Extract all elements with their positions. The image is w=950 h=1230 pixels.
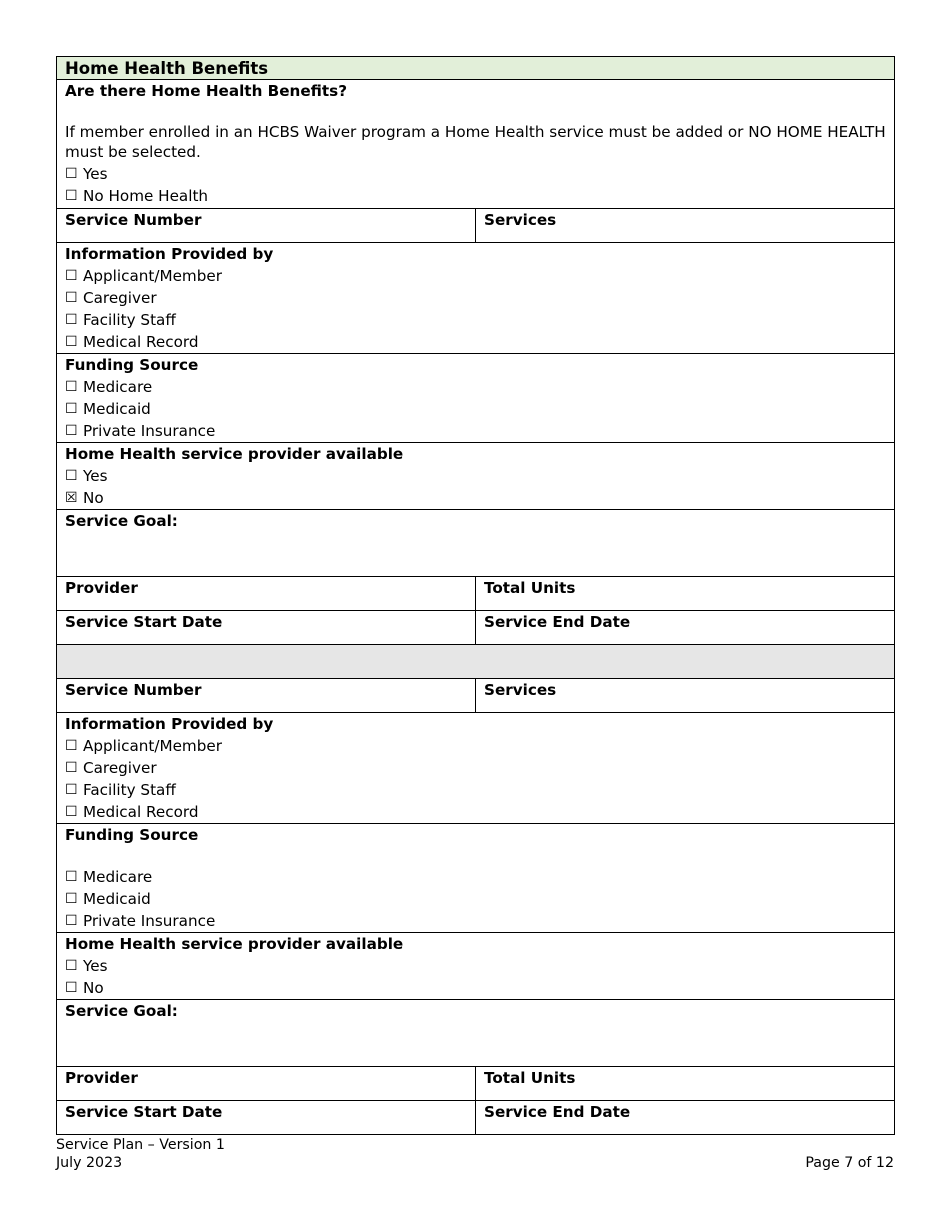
home-health-question <box>57 80 895 209</box>
question-label: Are there Home Health Benefits? <box>65 82 348 100</box>
service-number-field[interactable]: Service Number <box>57 209 476 243</box>
service-start-date-field[interactable]: Service Start Date <box>57 611 476 645</box>
checkbox-medicare[interactable]: ☐ Medicare <box>65 868 153 886</box>
checkbox-applicant-member[interactable]: ☐ Applicant/Member <box>65 737 222 755</box>
checkbox-facility-staff[interactable]: ☐ Facility Staff <box>65 781 176 799</box>
checkbox-icon: ☐ <box>65 913 78 929</box>
checkbox-facility-staff[interactable]: ☐ Facility Staff <box>65 311 176 329</box>
provider-available-label: Home Health service provider available <box>65 445 404 463</box>
section-divider <box>57 645 895 679</box>
footer-date: July 2023 <box>56 1155 123 1171</box>
checkbox-icon: ☐ <box>65 334 78 350</box>
info-provided-by-label: Information Provided by <box>65 715 274 733</box>
checkbox-caregiver[interactable]: ☐ Caregiver <box>65 289 157 307</box>
checkbox-caregiver[interactable]: ☐ Caregiver <box>65 759 157 777</box>
service-start-date-field[interactable]: Service Start Date <box>57 1101 476 1135</box>
no-home-health-checkbox[interactable]: ☐ No Home Health <box>65 187 209 205</box>
footer-doc-version: Service Plan – Version 1 <box>56 1137 225 1153</box>
service-end-date-field[interactable]: Service End Date <box>476 611 895 645</box>
yes-checkbox[interactable]: ☐ Yes <box>65 165 108 183</box>
service-goal-field[interactable]: Service Goal: <box>57 510 895 577</box>
checkbox-icon: ☐ <box>65 423 78 439</box>
checkbox-icon: ☐ <box>65 869 78 885</box>
checkbox-icon: ☐ <box>65 166 78 182</box>
service-end-date-field[interactable]: Service End Date <box>476 1101 895 1135</box>
provider-available <box>57 933 895 1000</box>
checked-checkbox-icon: ☒ <box>65 490 78 506</box>
checkbox-icon: ☐ <box>65 738 78 754</box>
provider-field[interactable]: Provider <box>57 577 476 611</box>
checkbox-medical-record[interactable]: ☐ Medical Record <box>65 803 199 821</box>
checkbox-icon: ☐ <box>65 401 78 417</box>
checkbox-icon: ☐ <box>65 188 78 204</box>
page-footer <box>56 1136 894 1172</box>
question-note: If member enrolled in an HCBS Waiver program a Home Health service must be added or NO HOME HEALTH must be selected. <box>65 123 886 161</box>
checkbox-icon: ☐ <box>65 980 78 996</box>
total-units-field[interactable]: Total Units <box>476 1067 895 1101</box>
funding-source <box>57 354 895 443</box>
checkbox-medicaid[interactable]: ☐ Medicaid <box>65 890 151 908</box>
checkbox-icon: ☐ <box>65 468 78 484</box>
provider-field[interactable]: Provider <box>57 1067 476 1101</box>
info-provided-by <box>57 713 895 824</box>
services-field[interactable]: Services <box>476 679 895 713</box>
checkbox-icon: ☐ <box>65 782 78 798</box>
provider-available-label: Home Health service provider available <box>65 935 404 953</box>
info-provided-by <box>57 243 895 354</box>
service-number-field[interactable]: Service Number <box>57 679 476 713</box>
checkbox-icon: ☐ <box>65 760 78 776</box>
checkbox-available-no[interactable]: ☒ No <box>65 489 104 507</box>
checkbox-medical-record[interactable]: ☐ Medical Record <box>65 333 199 351</box>
service-goal-field[interactable]: Service Goal: <box>57 1000 895 1067</box>
checkbox-icon: ☐ <box>65 268 78 284</box>
total-units-field[interactable]: Total Units <box>476 577 895 611</box>
checkbox-icon: ☐ <box>65 804 78 820</box>
checkbox-private-insurance[interactable]: ☐ Private Insurance <box>65 912 216 930</box>
checkbox-icon: ☐ <box>65 379 78 395</box>
checkbox-icon: ☐ <box>65 958 78 974</box>
checkbox-available-no[interactable]: ☐ No <box>65 979 104 997</box>
info-provided-by-label: Information Provided by <box>65 245 274 263</box>
checkbox-icon: ☐ <box>65 891 78 907</box>
funding-source-label: Funding Source <box>65 356 199 374</box>
checkbox-medicaid[interactable]: ☐ Medicaid <box>65 400 151 418</box>
checkbox-icon: ☐ <box>65 312 78 328</box>
funding-source <box>57 824 895 933</box>
section-header: Home Health Benefits <box>57 57 895 80</box>
home-health-form <box>56 56 894 1135</box>
checkbox-available-yes[interactable]: ☐ Yes <box>65 467 108 485</box>
checkbox-icon: ☐ <box>65 290 78 306</box>
services-field[interactable]: Services <box>476 209 895 243</box>
provider-available <box>57 443 895 510</box>
checkbox-applicant-member[interactable]: ☐ Applicant/Member <box>65 267 222 285</box>
funding-source-label: Funding Source <box>65 826 199 844</box>
checkbox-private-insurance[interactable]: ☐ Private Insurance <box>65 422 216 440</box>
page-number: Page 7 of 12 <box>805 1155 894 1171</box>
checkbox-available-yes[interactable]: ☐ Yes <box>65 957 108 975</box>
checkbox-medicare[interactable]: ☐ Medicare <box>65 378 153 396</box>
